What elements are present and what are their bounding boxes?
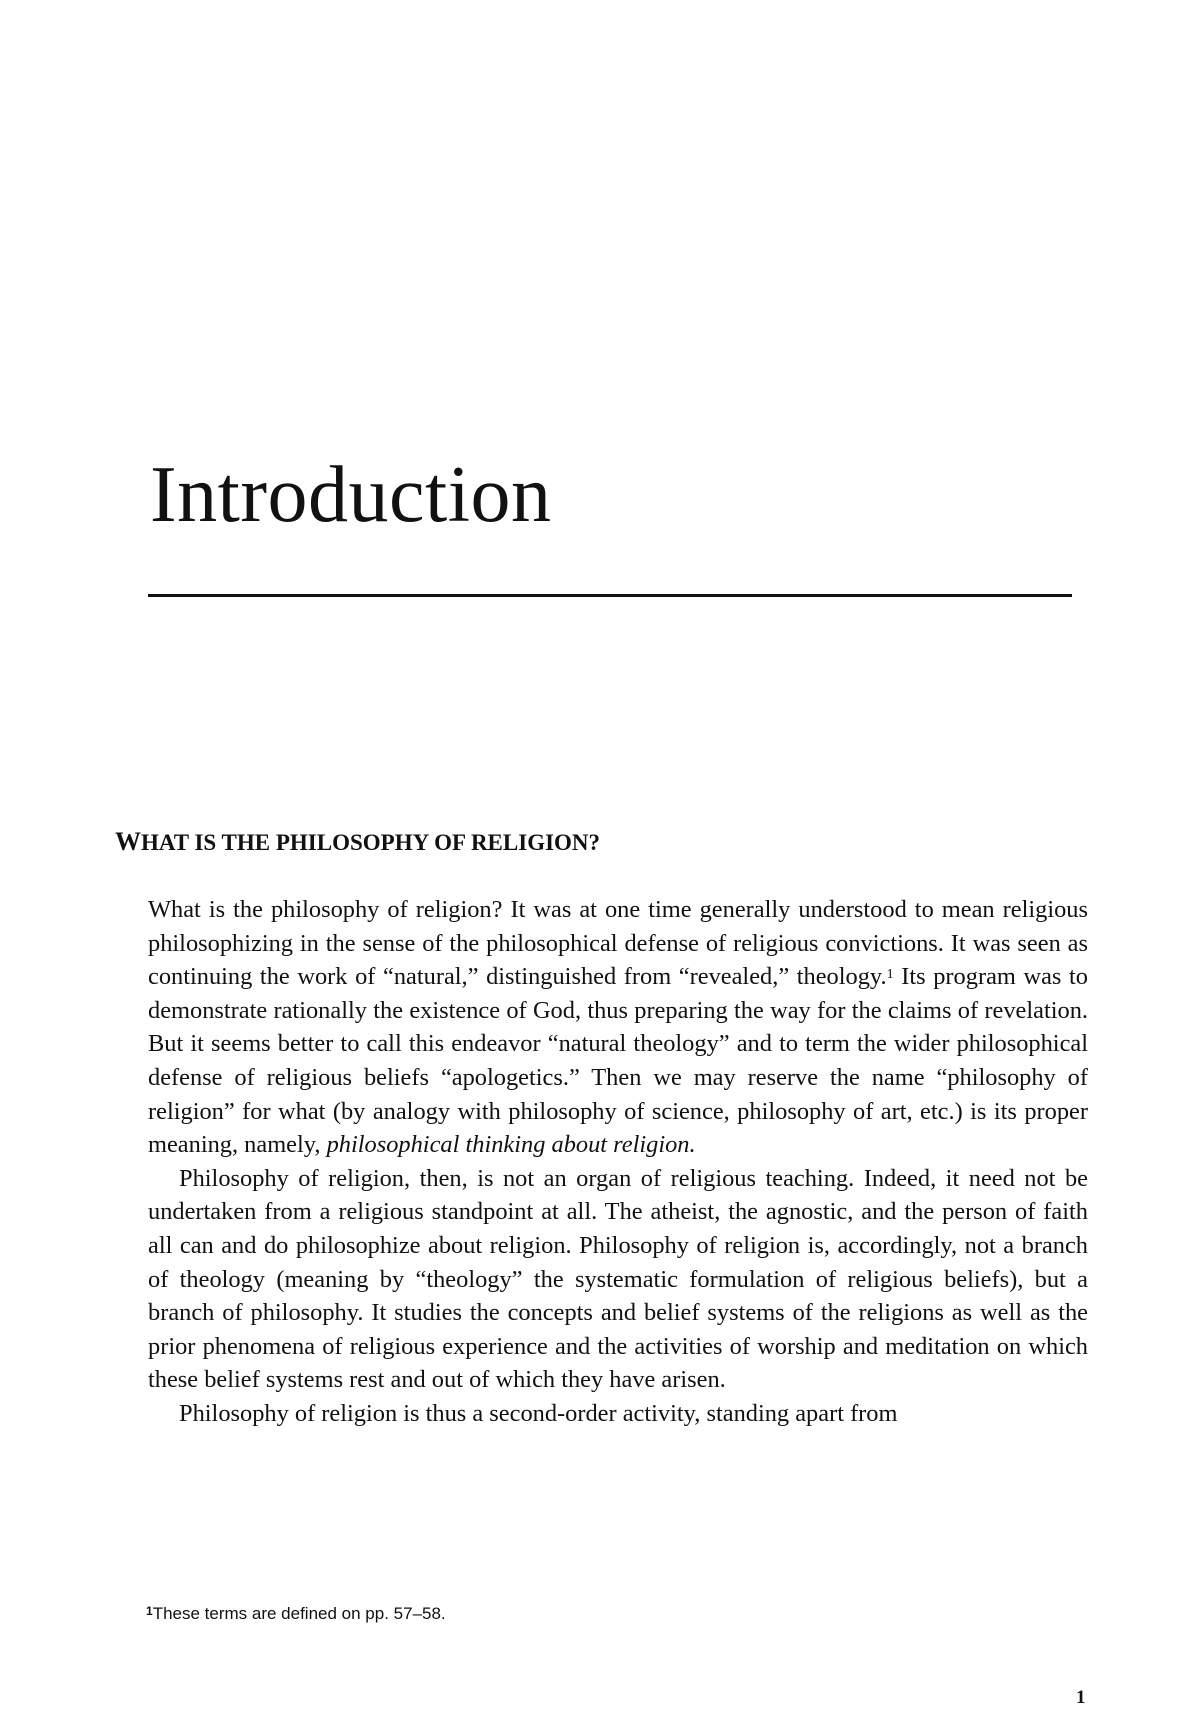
paragraph-1 [148, 893, 1088, 1162]
paragraph-3: Philosophy of religion is thus a second-order activity, standing apart from [179, 1399, 898, 1427]
chapter-title: Introduction [150, 451, 552, 539]
section-heading [115, 829, 600, 855]
footnote-mark: 1 [146, 1604, 153, 1618]
footnote-reference: 1 [886, 967, 894, 983]
section-heading-rest: HAT IS THE PHILOSOPHY OF RELIGION? [141, 830, 601, 855]
paragraph-1-text-a: What is the philosophy of religion? It was at one time generally understood to mean religious philosophizing in the sense of the philosophical defense of religious convictions. It was seen as continuing the work of “natural,” distinguished from “revealed,” theology. [148, 896, 1088, 991]
title-rule [148, 594, 1072, 597]
footnote-text: These terms are defined on pp. 57–58. [152, 1604, 446, 1623]
body-text [148, 893, 1088, 1431]
section-heading-lead: W [115, 827, 141, 856]
footnote [146, 1605, 446, 1622]
page-number: 1 [1076, 1687, 1086, 1708]
paragraph-1-text-b: Its program was to demonstrate rationally the existence of God, thus preparing the way for the claims of revelation. But it seems better to call this endeavor “natural theology” and to term the wider philosophical defense of religious beliefs “apologetics.” Then we may reserve the name “philosophy of religion” for what (by analogy with philosophy of science, philosophy of art, etc.) is its proper meaning, namely, [148, 963, 1088, 1159]
paragraph-2: Philosophy of religion, then, is not an organ of religious teaching. Indeed, it need not be undertaken from a religious standpoint at all. The atheist, the agnostic, and the person of faith all can and do philosophize about religion. Philosophy of religion is, accordingly, not a branch of theology (meaning by “theology” the systematic formulation of religious beliefs), but a branch of philosophy. It studies the concepts and belief systems of the religions as well as the prior phenomena of religious experience and the activities of worship and meditation on which these belief systems rest and out of which they have arisen. [148, 1164, 1088, 1394]
paragraph-1-italic: philosophical thinking about religion. [326, 1131, 696, 1159]
